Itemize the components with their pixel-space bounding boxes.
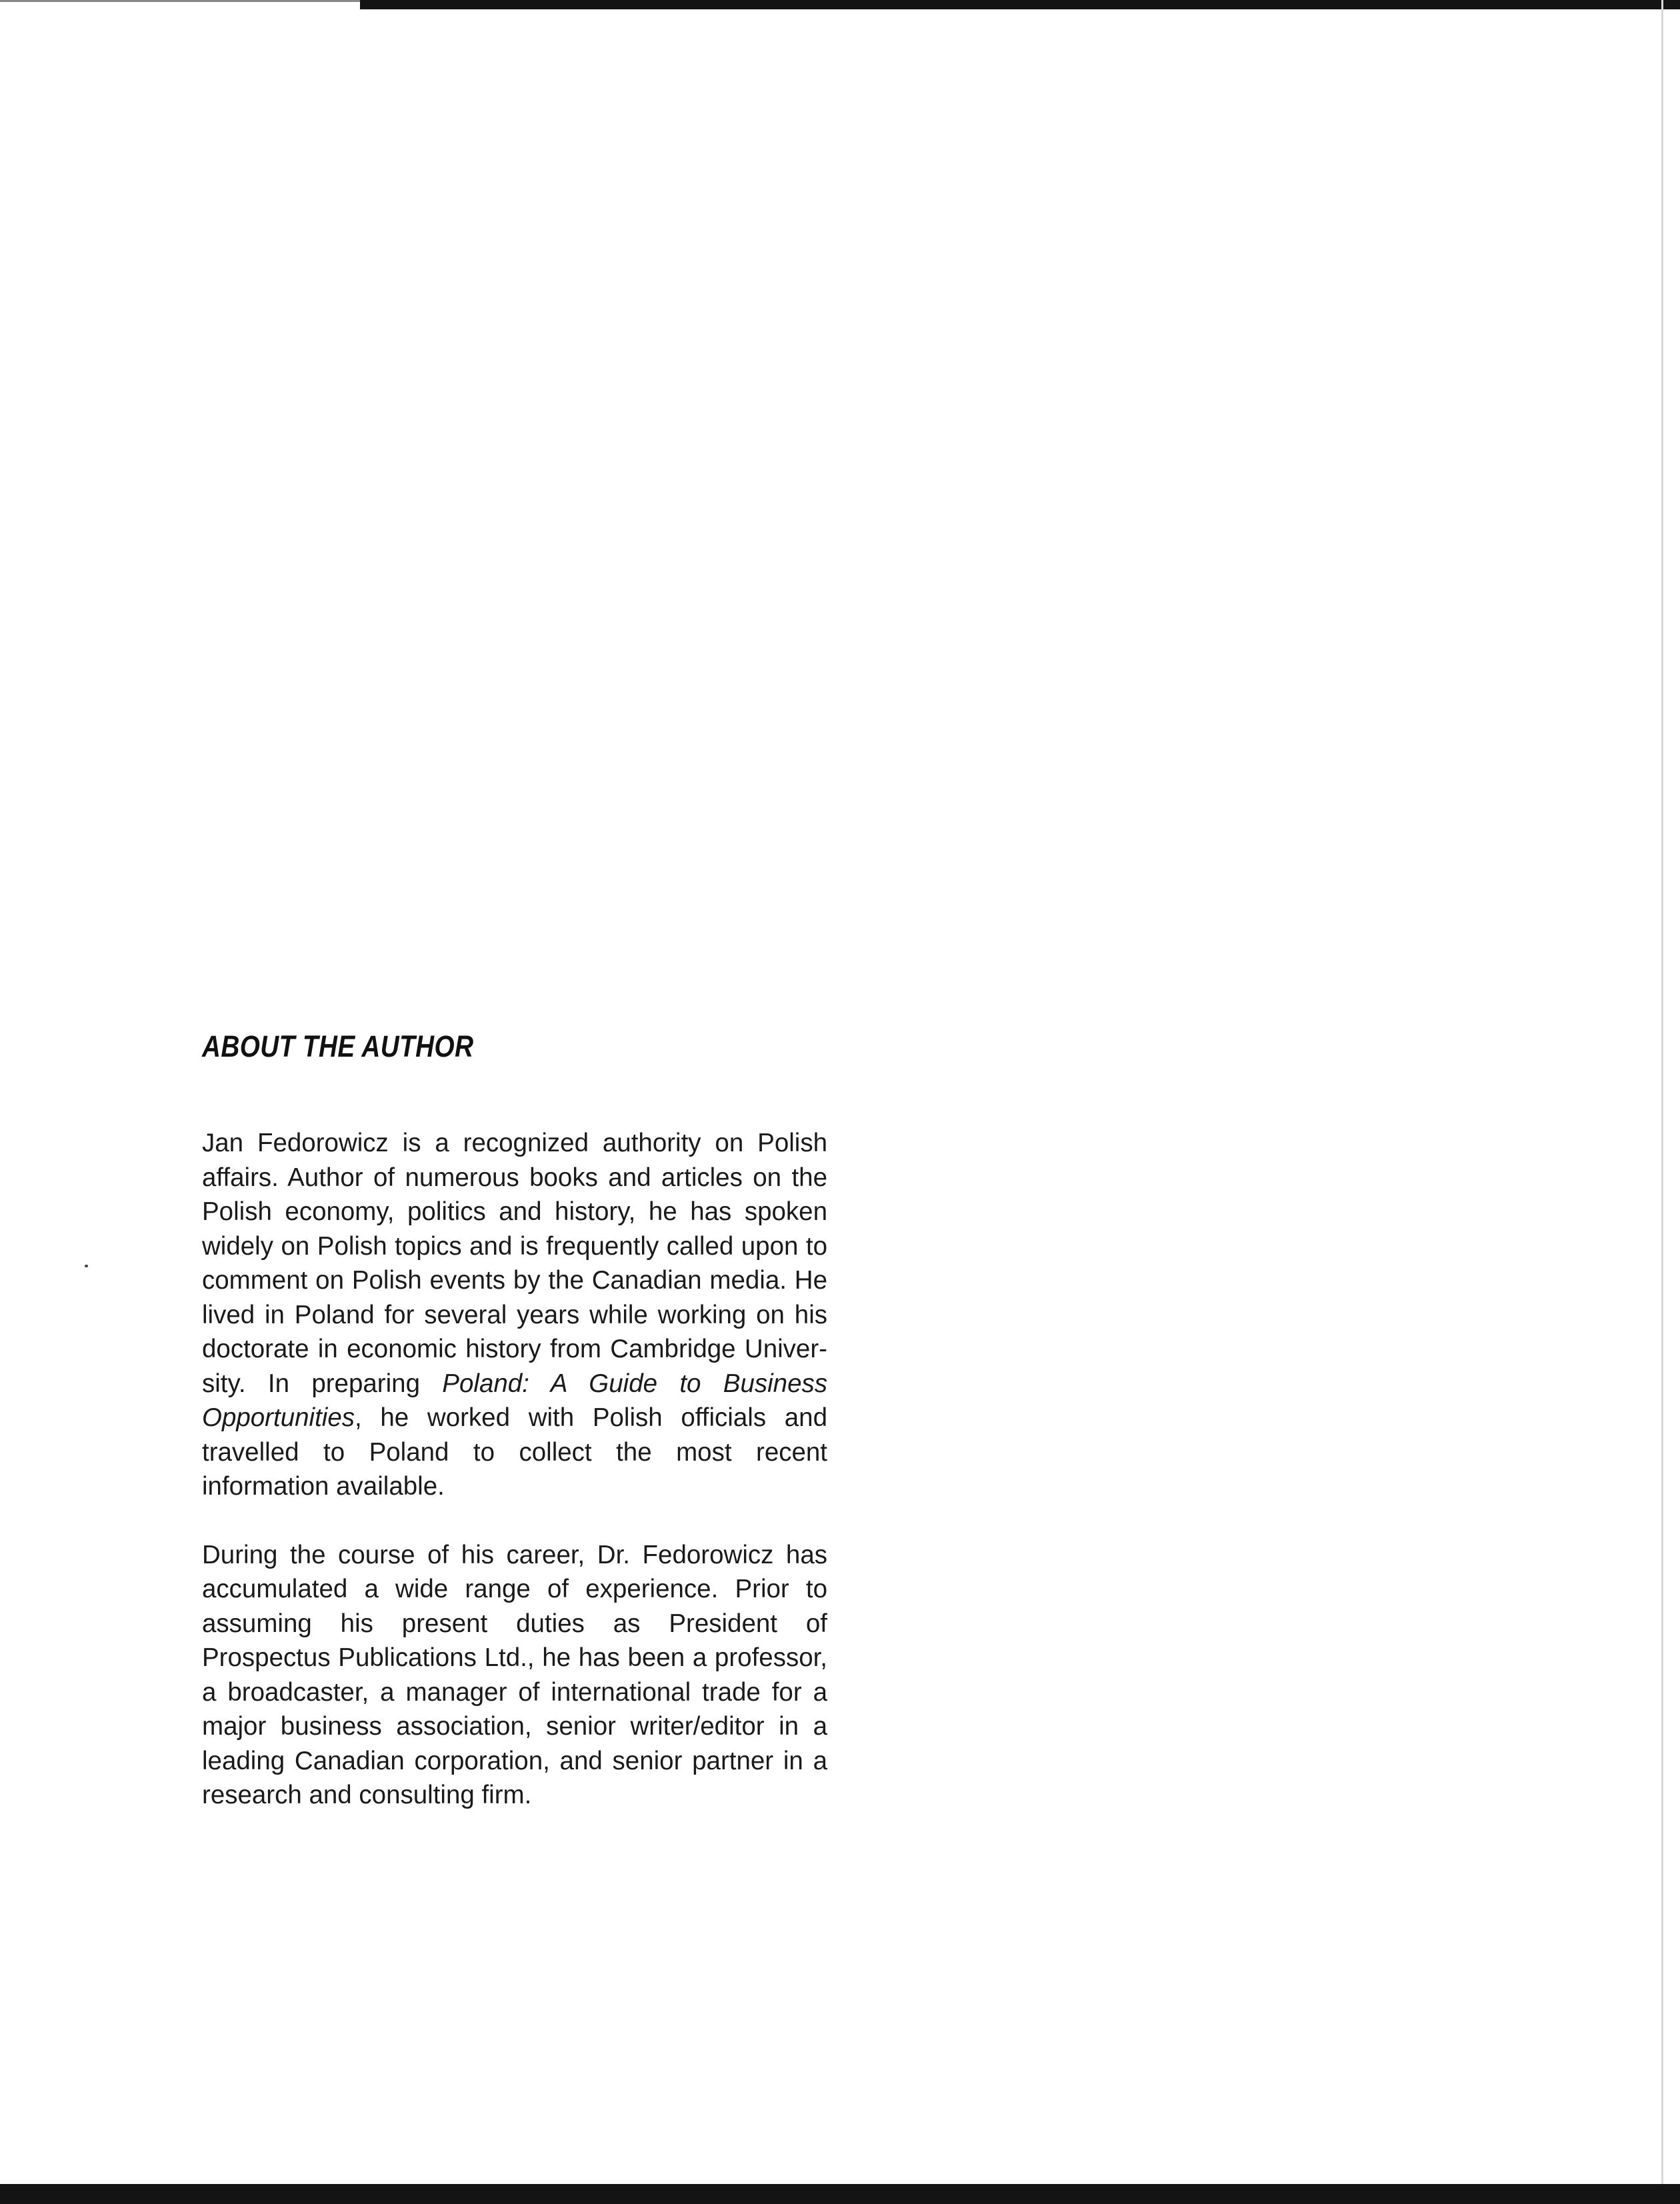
scan-border-top-left bbox=[0, 0, 360, 2]
bio-paragraph-2: During the course of his career, Dr. Fedorowicz has accumulated a wide range of experience. Prior to assuming his present duties as President of Prospectus Publications Ltd., he has been a professor, a broadcaster, a manager of international trade for a major business association, senior writer/editor in a leading Canadian corporation, and senior partner in a research and consulting firm. bbox=[202, 1540, 827, 1809]
scan-border-right bbox=[1661, 0, 1663, 2200]
scan-border-top bbox=[360, 0, 1680, 9]
scan-border-bottom bbox=[0, 2184, 1680, 2204]
section-heading: ABOUT THE AUTHOR bbox=[202, 1029, 474, 1063]
bio-paragraph-1-text-start: Jan Fedorowicz is a recognized authority on Polish affairs. Author of numerous books and articles on the Polish economy, politics and history, he has spoken widely on Polish topics and is frequently called upon to comment on Polish events by the Canadian media. He lived in Poland for several years while working on his doctorate in economic history from Cambridge University. In preparing bbox=[202, 1129, 827, 1398]
about-author-section bbox=[202, 1020, 827, 1813]
book-title: Poland: A Guide to Business Opportunities bbox=[202, 1369, 827, 1432]
bio-paragraph-1-text-end: , he worked with Polish officials and travelled to Poland to collect the most recent information available. bbox=[202, 1403, 827, 1501]
bio-paragraph-1 bbox=[202, 1126, 827, 1504]
scan-speck bbox=[85, 1265, 88, 1267]
